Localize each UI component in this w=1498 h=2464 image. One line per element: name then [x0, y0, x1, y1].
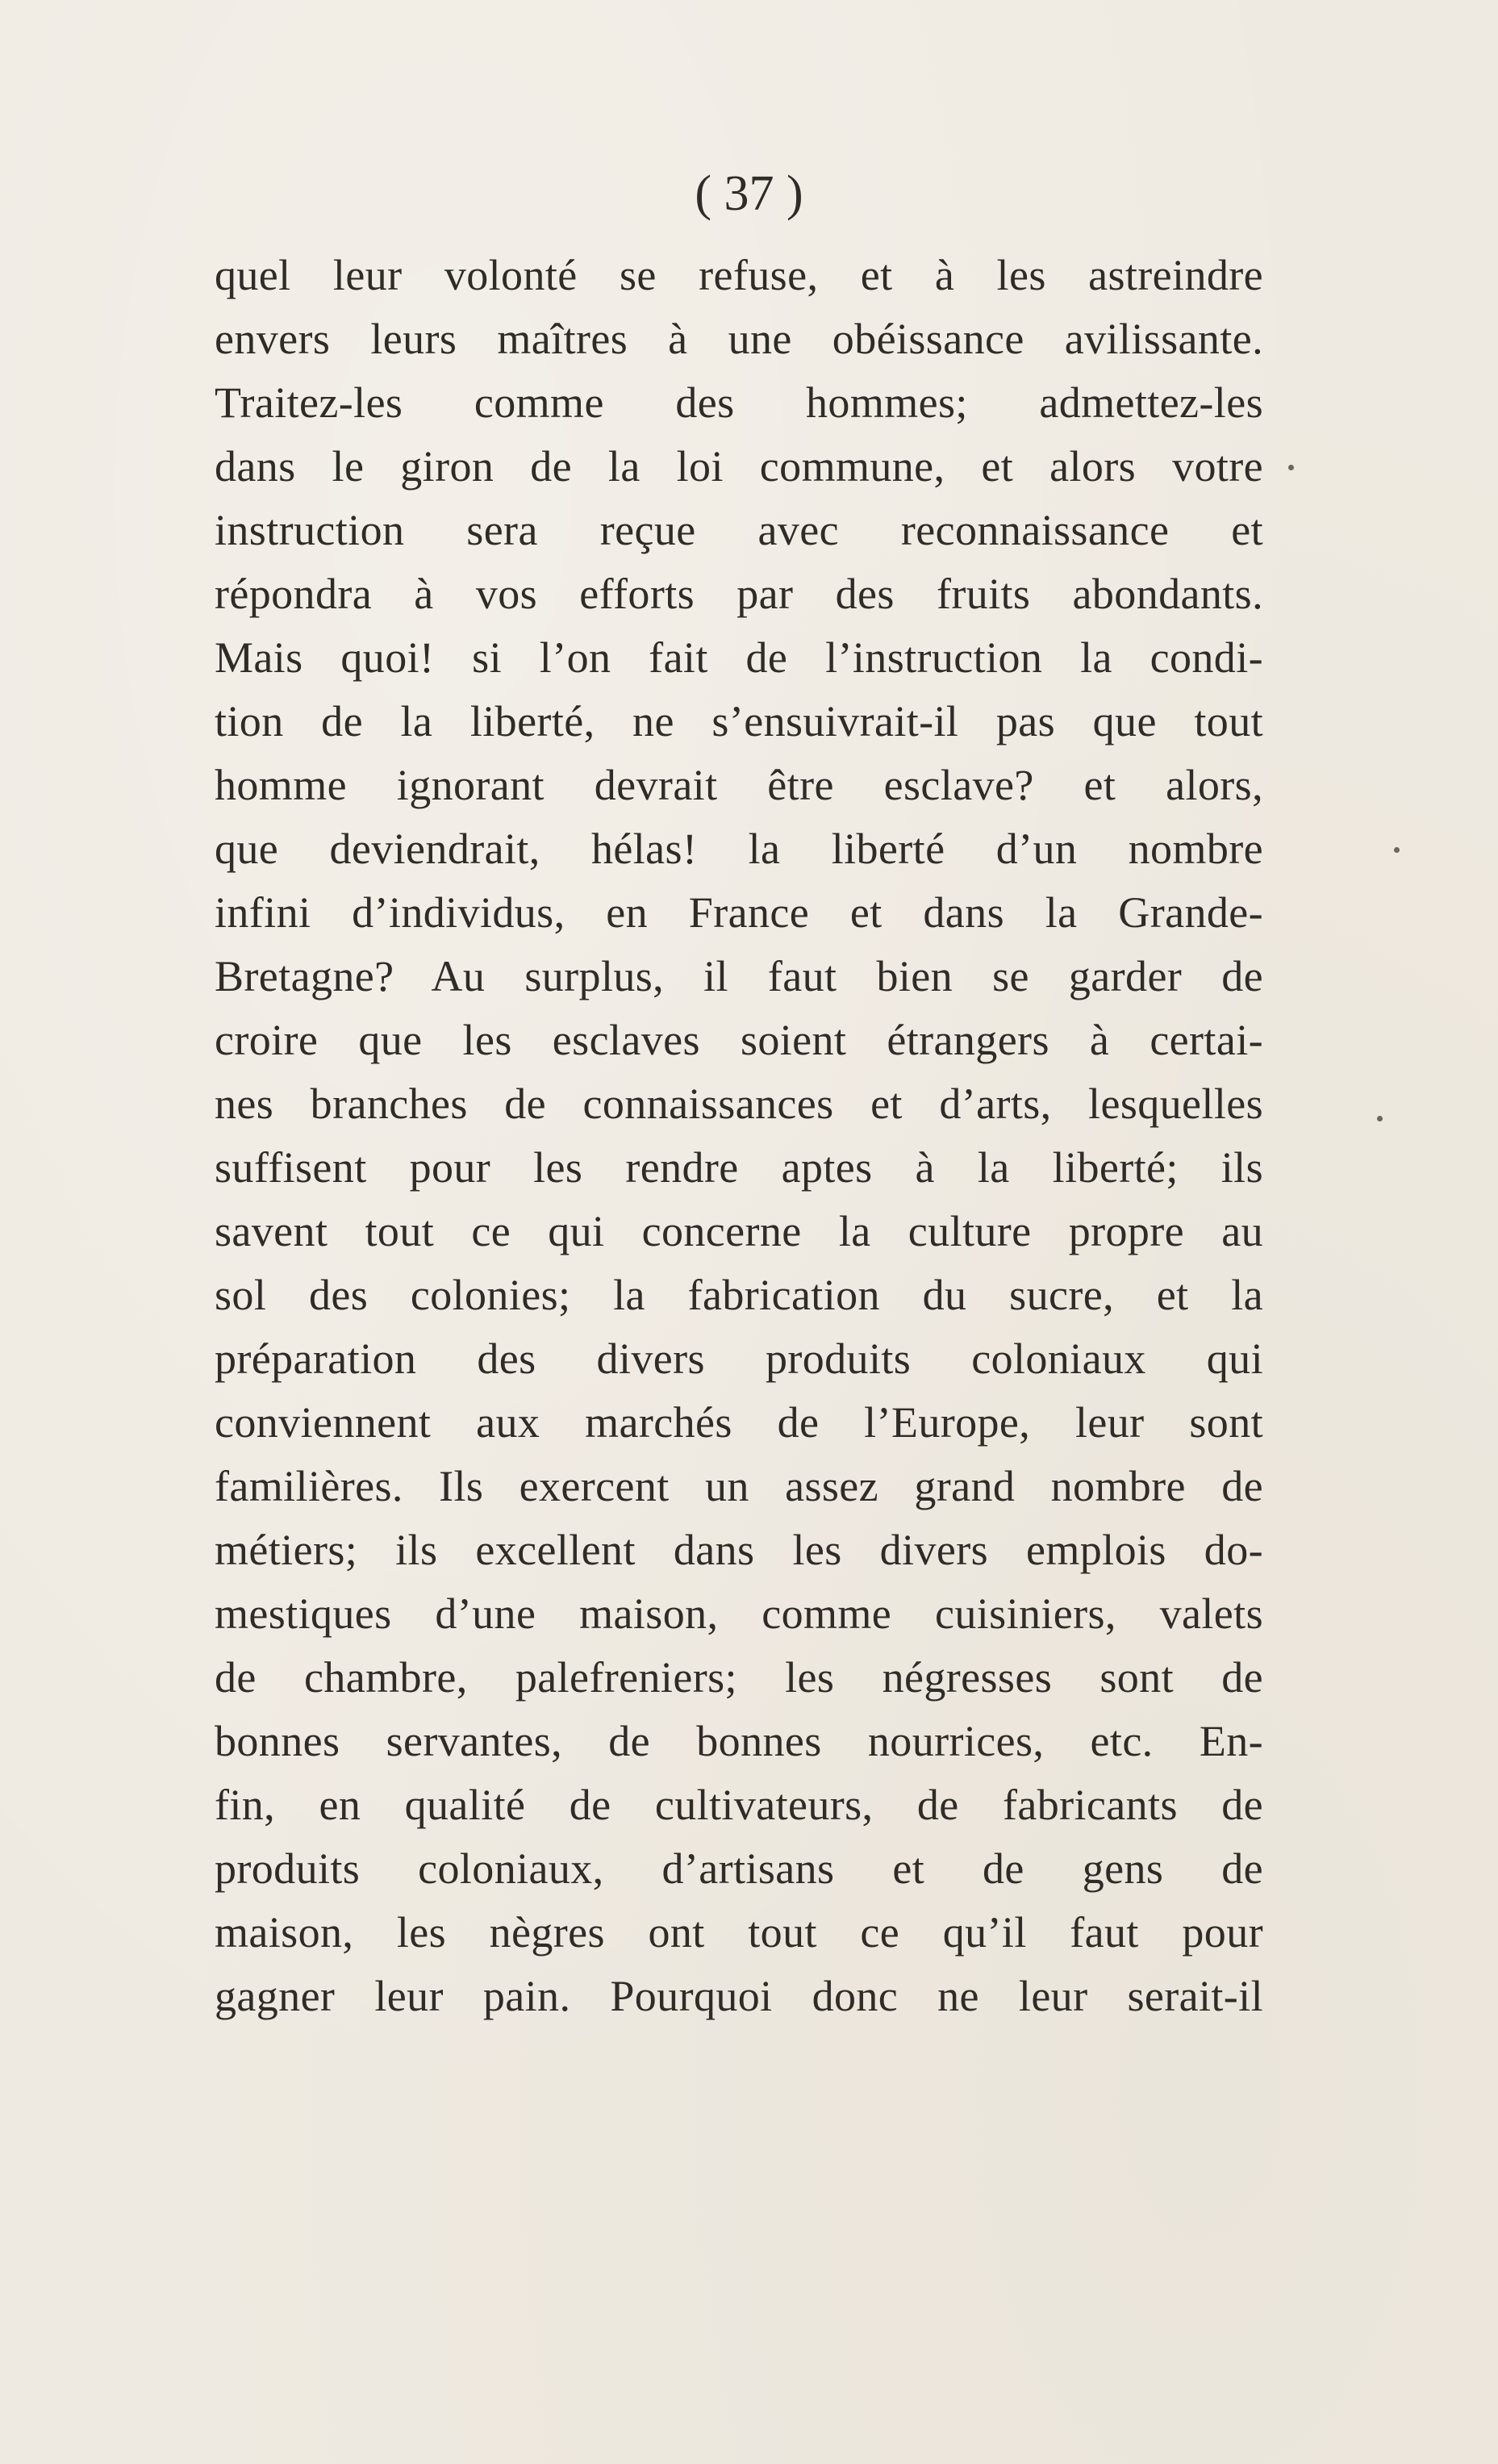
text-line: mestiques d’une maison, comme cuisiniers, valets	[215, 1589, 1263, 1638]
text-line: Traitez-les comme des hommes; admettez-les	[215, 378, 1263, 427]
text-line: bonnes servantes, de bonnes nourrices, etc. En-	[215, 1717, 1263, 1765]
text-line: que deviendrait, hélas! la liberté d’un nombre	[215, 825, 1263, 873]
text-line: Mais quoi! si l’on fait de l’instruction la condi-	[215, 633, 1263, 682]
text-line: conviennent aux marchés de l’Europe, leur sont	[215, 1398, 1263, 1447]
text-line: suffisent pour les rendre aptes à la liberté; ils	[215, 1143, 1263, 1192]
text-line: homme ignorant devrait être esclave? et alors,	[215, 761, 1263, 809]
text-line: fin, en qualité de cultivateurs, de fabricants de	[215, 1781, 1263, 1829]
text-line: croire que les esclaves soient étrangers à certai-	[215, 1016, 1263, 1064]
page-number: ( 37 )	[695, 166, 803, 221]
text-line: Bretagne? Au surplus, il faut bien se garder de	[215, 952, 1263, 1000]
paper-speck	[1394, 847, 1400, 853]
paper-speck	[1288, 465, 1294, 470]
text-line: savent tout ce qui concerne la culture propre au	[215, 1207, 1263, 1255]
text-line: sol des colonies; la fabrication du sucre, et la	[215, 1271, 1263, 1319]
text-line: produits coloniaux, d’artisans et de gens de	[215, 1844, 1263, 1893]
body-text	[215, 244, 1263, 2028]
text-line: gagner leur pain. Pourquoi donc ne leur serait-il	[215, 1972, 1263, 2020]
text-line: instruction sera reçue avec reconnaissance et	[215, 506, 1263, 554]
text-line: préparation des divers produits coloniaux qui	[215, 1334, 1263, 1383]
text-line: quel leur volonté se refuse, et à les astreindre	[215, 251, 1263, 299]
text-line: répondra à vos efforts par des fruits abondants.	[215, 570, 1263, 618]
text-line: maison, les nègres ont tout ce qu’il faut pour	[215, 1908, 1263, 1957]
text-line: nes branches de connaissances et d’arts, lesquelles	[215, 1080, 1263, 1128]
text-line: infini d’individus, en France et dans la Grande-	[215, 888, 1263, 937]
text-line: métiers; ils excellent dans les divers emplois do-	[215, 1526, 1263, 1574]
text-line: familières. Ils exercent un assez grand nombre de	[215, 1462, 1263, 1510]
text-line: envers leurs maîtres à une obéissance avilissante.	[215, 315, 1263, 363]
text-line: dans le giron de la loi commune, et alors votre	[215, 442, 1263, 491]
text-line: tion de la liberté, ne s’ensuivrait-il pas que tout	[215, 697, 1263, 745]
text-line: de chambre, palefreniers; les négresses sont de	[215, 1653, 1263, 1702]
paper-speck	[1377, 1116, 1383, 1121]
